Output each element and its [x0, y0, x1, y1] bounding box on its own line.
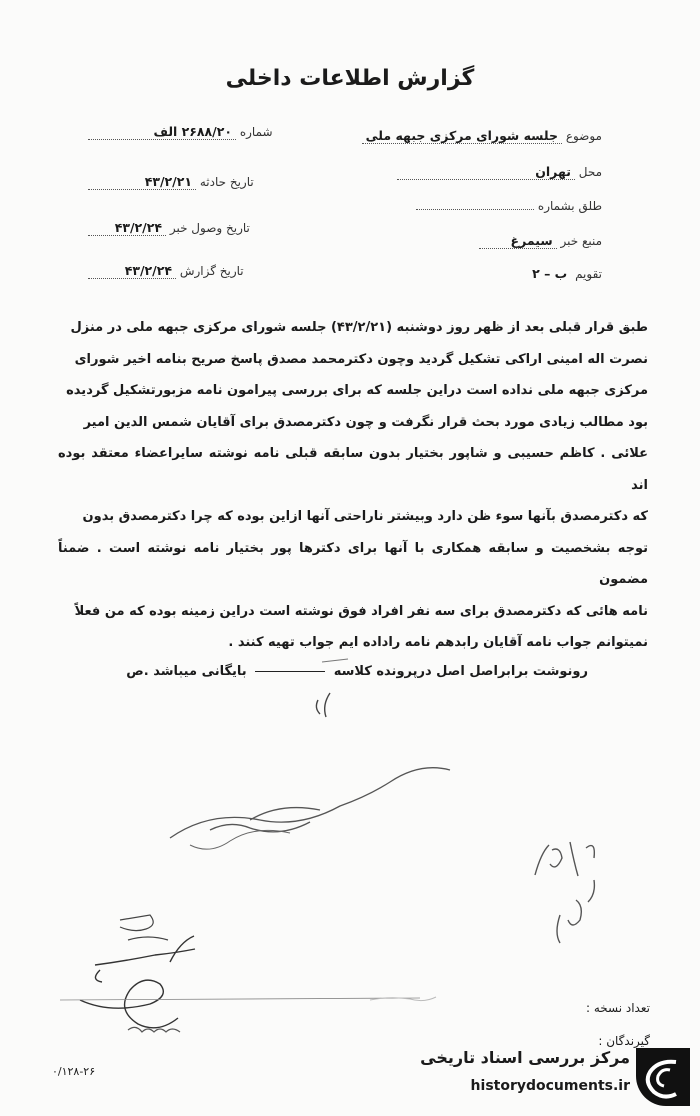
historydocuments-logo: [408, 1044, 690, 1110]
archive-note-text: رونوشت برابراصل اصل درپرونده کلاسه: [333, 664, 588, 679]
number-label: شماره: [239, 125, 273, 139]
subject-label: موضوع: [565, 129, 602, 143]
logo-url: historydocuments.ir: [470, 1078, 630, 1094]
body-line: علائی . کاظم حسیبی و شاپور بختیار بدون سابقه قبلی نامه نوشته سایراعضاء معتقد بوده اند: [58, 446, 648, 493]
evaluation-value: ب – ۲: [532, 266, 568, 281]
place-label: محل: [578, 165, 602, 179]
event-date-value: ۴۳/۲/۲۱: [88, 174, 196, 190]
document-number: ۰/۱۲۸-۲۶: [52, 1065, 96, 1078]
body-line: نامه هائی که دکترمصدق برای سه نفر افراد فوق نوشته است دراین زمینه بوده که من فعلاً: [74, 603, 648, 619]
source-label: منبع خبر: [560, 234, 602, 248]
recipients-label: گیرندگان :: [598, 1034, 650, 1048]
received-date-value: ۴۳/۲/۲۴: [88, 220, 166, 236]
body-line: که دکترمصدق بآنها سوء ظن دارد وبیشتر ناراحتی آنها ازاین بوده که چرا دکترمصدق بدون: [82, 509, 648, 524]
subject-value: جلسه شورای مرکزی جبهه ملی: [362, 128, 562, 144]
body-line: توجه بشخصیت و سابقه همکاری با آنها برای دکترها پور بختیار نامه نوشته است . ضمناً مضمون: [58, 540, 648, 587]
report-date-value: ۴۳/۲/۲۴: [88, 263, 176, 279]
event-date-label: تاریخ حادثه: [199, 175, 254, 189]
body-line: مرکزی جبهه ملی نداده است دراین جلسه که برای بررسی پیرامون نامه مزبورتشکیل گردیده: [66, 383, 648, 398]
attachment-label: طلق بشماره: [537, 199, 602, 213]
source-value: سیمرغ: [479, 233, 557, 249]
body-line: طبق قرار قبلی بعد از ظهر روز دوشنبه (۴۳/۲/۲۱) جلسه شورای مرکزی جبهه ملی در منزل: [70, 320, 648, 335]
report-date-label: تاریخ گزارش: [179, 264, 244, 278]
body-line: نمیتوانم جواب نامه آقایان رابدهم نامه راداده ایم جواب تهیه کنند .: [228, 635, 648, 650]
logo-title: مرکز بررسی اسناد تاریخی: [420, 1048, 630, 1067]
report-title: گزارش اطلاعات داخلی: [225, 66, 475, 91]
body-line: نصرت اله امینی اراکی تشکیل گردید وچون دکترمحمد مصدق پاسخ صریح بنامه اخیر شورای: [74, 351, 648, 367]
body-line: بود مطالب زیادی مورد بحث قرار نگرفت و چون دکترمصدق برای آقایان شمس الدین امیر: [83, 414, 648, 430]
copies-field: [586, 1001, 650, 1015]
evaluation-label: تقویم: [575, 267, 602, 281]
archive-note-end: بایگانی میباشد .ص: [126, 664, 247, 679]
received-date-label: تاریخ وصول خبر: [169, 221, 250, 235]
number-value: ۲۶۸۸/۲۰ الف: [88, 124, 236, 140]
copies-label: تعداد نسخه :: [585, 1001, 650, 1015]
logo-emblem-icon: [636, 1048, 690, 1106]
place-value: تهران: [397, 164, 575, 180]
